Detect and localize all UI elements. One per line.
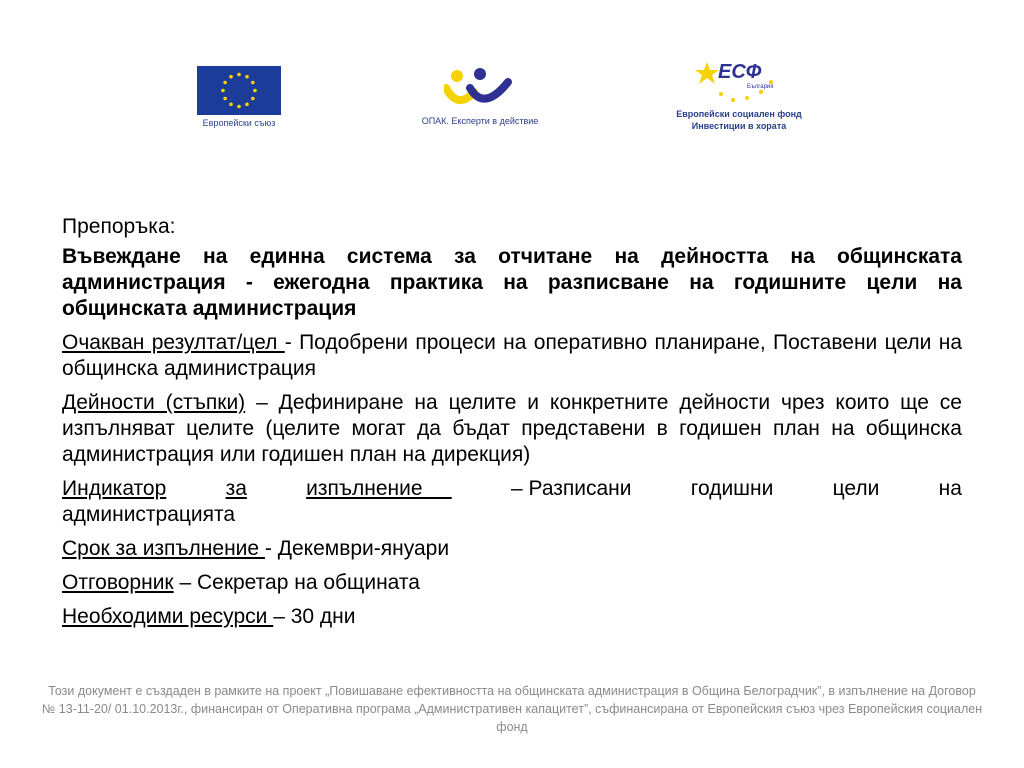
indicator [62, 476, 962, 528]
esf-caption [664, 108, 814, 132]
opak-mark-icon [444, 66, 516, 110]
eu-star-icon [253, 89, 257, 93]
resources [62, 604, 962, 630]
eu-star-icon [229, 75, 233, 79]
indicator-rest-3: цели [832, 477, 880, 500]
deadline-label: Срок за изпълнение [62, 537, 265, 560]
indicator-rest-1: – Разписани [511, 477, 632, 500]
indicator-rest-4: на [938, 477, 962, 500]
indicator-line2: администрацията [62, 503, 236, 526]
expected-result [62, 330, 962, 382]
indicator-word-2: за [225, 477, 247, 500]
responsible-label: Отговорник [62, 571, 174, 594]
eu-star-icon [245, 75, 249, 79]
eu-star-icon [251, 81, 255, 85]
indicator-word-3: изпълнение [306, 477, 423, 500]
eu-flag-icon [197, 66, 281, 115]
expected-result-label: Очакван резултат/цел [62, 331, 285, 354]
recommendation-label: Препоръка: [62, 215, 176, 238]
eu-star-icon [245, 103, 249, 107]
eu-star-icon [223, 81, 227, 85]
footer-note: Този документ е създаден в рамките на проект „Повишаване ефективността на общинската администрация в Община Белоградчик”, в изпълнение на Договор № 13-11-20/ 01.10.2013г., финансиран от Оперативна програма „Административен капацитет”, съфинансирана от Европейския съюз чрез Европейския социален фонд [41, 684, 983, 734]
responsible [62, 570, 962, 596]
esf-logo [664, 56, 814, 132]
indicator-word-1: Индикатор [62, 477, 167, 500]
expected-result-text: - Подобрени процеси на оперативно планиране, Поставени цели на общинска администрация [62, 331, 963, 380]
resources-label: Необходими ресурси [62, 605, 274, 628]
responsible-text: – Секретар на общината [173, 571, 420, 594]
indicator-rest-2: годишни [690, 477, 774, 500]
esf-mark-text: ЕСФ [718, 61, 762, 83]
resources-text: – 30 дни [273, 605, 356, 628]
recommendation-title: Въвеждане на единна система за отчитане на дейността на общинската администрация - ежегодна практика на разписване на годишните цели на общинската администрация [62, 245, 962, 320]
esf-country: България [747, 84, 774, 90]
recommendation-content [62, 214, 962, 638]
activities [62, 390, 962, 468]
deadline-text: - Декември-януари [264, 537, 450, 560]
activities-label: Дейности (стъпки) [62, 391, 246, 414]
esf-mark-icon [691, 56, 787, 106]
eu-star-icon [221, 89, 225, 93]
eu-caption: Европейски съюз [202, 118, 276, 128]
opak-logo [408, 66, 552, 126]
eu-star-icon [223, 97, 227, 101]
eu-star-icon [237, 73, 241, 77]
eu-logo [190, 66, 288, 128]
eu-star-icon [251, 97, 255, 101]
activities-text: – Дефиниране на целите и конкретните дейности чрез които ще се изпълняват целите (целите могат да бъдат представени в годишен план на общинска администрация или годишен план на дирекция) [62, 391, 962, 466]
esf-caption-line1: Европейски социален фонд [676, 109, 802, 119]
indicator-line1 [62, 476, 962, 502]
opak-caption: ОПАК. Експерти в действие [421, 116, 539, 126]
deadline [62, 536, 962, 562]
eu-star-icon [229, 103, 233, 107]
eu-star-icon [237, 105, 241, 109]
esf-caption-line2: Инвестиции в хората [691, 121, 787, 131]
